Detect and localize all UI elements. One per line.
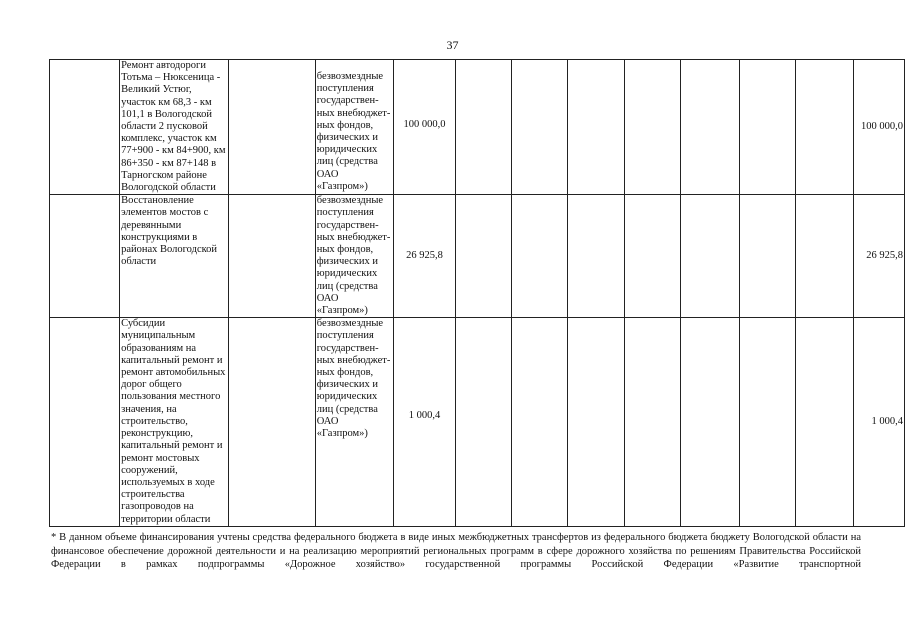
table-row [50,195,905,318]
blank-cell [624,318,680,526]
blank-cell [229,318,316,526]
table-row [50,60,905,195]
blank-cell [681,60,739,195]
blank-cell [511,195,567,318]
total-value: 100 000,0 [861,121,903,133]
blank-cell [739,318,795,526]
blank-cell [796,195,853,318]
blank-cell [568,60,624,195]
blank-cell [511,318,567,526]
blank-cell [739,195,795,318]
amount-value: 1 000,4 [408,409,441,421]
total-value: 26 925,8 [866,250,903,262]
blank-cell [739,60,795,195]
funding-source: безвозмездные поступления государствен-ных внебюджет-ных фондов, физических и юридических лиц (средства ОАО «Газпром») [315,195,393,318]
funding-source: безвозмездные поступления государствен-ных внебюджет-ных фондов, физических и юридических лиц (средства ОАО «Газпром») [315,318,393,526]
total-cell [853,195,904,318]
amount-cell [393,318,456,526]
blank-cell [50,318,120,526]
financing-table [49,59,905,527]
blank-cell [568,318,624,526]
footnote [51,531,861,572]
page-number: 37 [446,38,459,52]
amount-cell [393,195,456,318]
amount-cell [393,60,456,195]
blank-cell [796,318,853,526]
blank-cell [568,195,624,318]
blank-cell [50,60,120,195]
blank-cell [624,195,680,318]
total-cell [853,60,904,195]
blank-cell [456,60,511,195]
blank-cell [50,195,120,318]
measure-name: Ремонт автодороги Тотьма – Нюксеница - Великий Устюг, участок км 68,3 - км 101,1 в Вологодской области 2 пусковой комплекс, участок км 77+900 - км 84+900, км 86+350 - км 87+148 в Тарногском районе Вологодской области [120,60,229,195]
blank-cell [681,318,739,526]
blank-cell [456,318,511,526]
blank-cell [229,195,316,318]
funding-source: безвозмездные поступления государствен-ных внебюджет-ных фондов, физических и юридических лиц (средства ОАО «Газпром») [315,60,393,195]
amount-value: 100 000,0 [403,119,446,131]
table-row [50,318,905,526]
measure-name: Восстановление элементов мостов с деревянными конструкциями в районах Вологодской области [120,195,229,318]
total-cell [853,318,904,526]
total-value: 1 000,4 [871,415,903,427]
blank-cell [229,60,316,195]
footnote-text: * В данном объеме финансирования учтены средства федерального бюджета в виде иных межбюджетных трансфертов из федерального бюджета бюджету Вологодской области на финансовое обеспечение дорожной деятельности и на реализацию мероприятий региональных программ в сфере дорожного хозяйства по решениям Правительства Российской Федерации в рамках подпрограммы «Дорожное хозяйство» государственной программы Российской Федерации «Развитие транспортной [51,532,861,570]
blank-cell [796,60,853,195]
blank-cell [511,60,567,195]
blank-cell [624,60,680,195]
amount-value: 26 925,8 [406,250,443,262]
blank-cell [456,195,511,318]
blank-cell [681,195,739,318]
measure-name: Субсидии муниципальным образованиям на капитальный ремонт и ремонт автомобильных дорог общего пользования местного значения, на строительство, реконструкцию, капитальный ремонт и ремонт мостовых сооружений, используемых в ходе строительства газопроводов на территории области [120,318,229,526]
